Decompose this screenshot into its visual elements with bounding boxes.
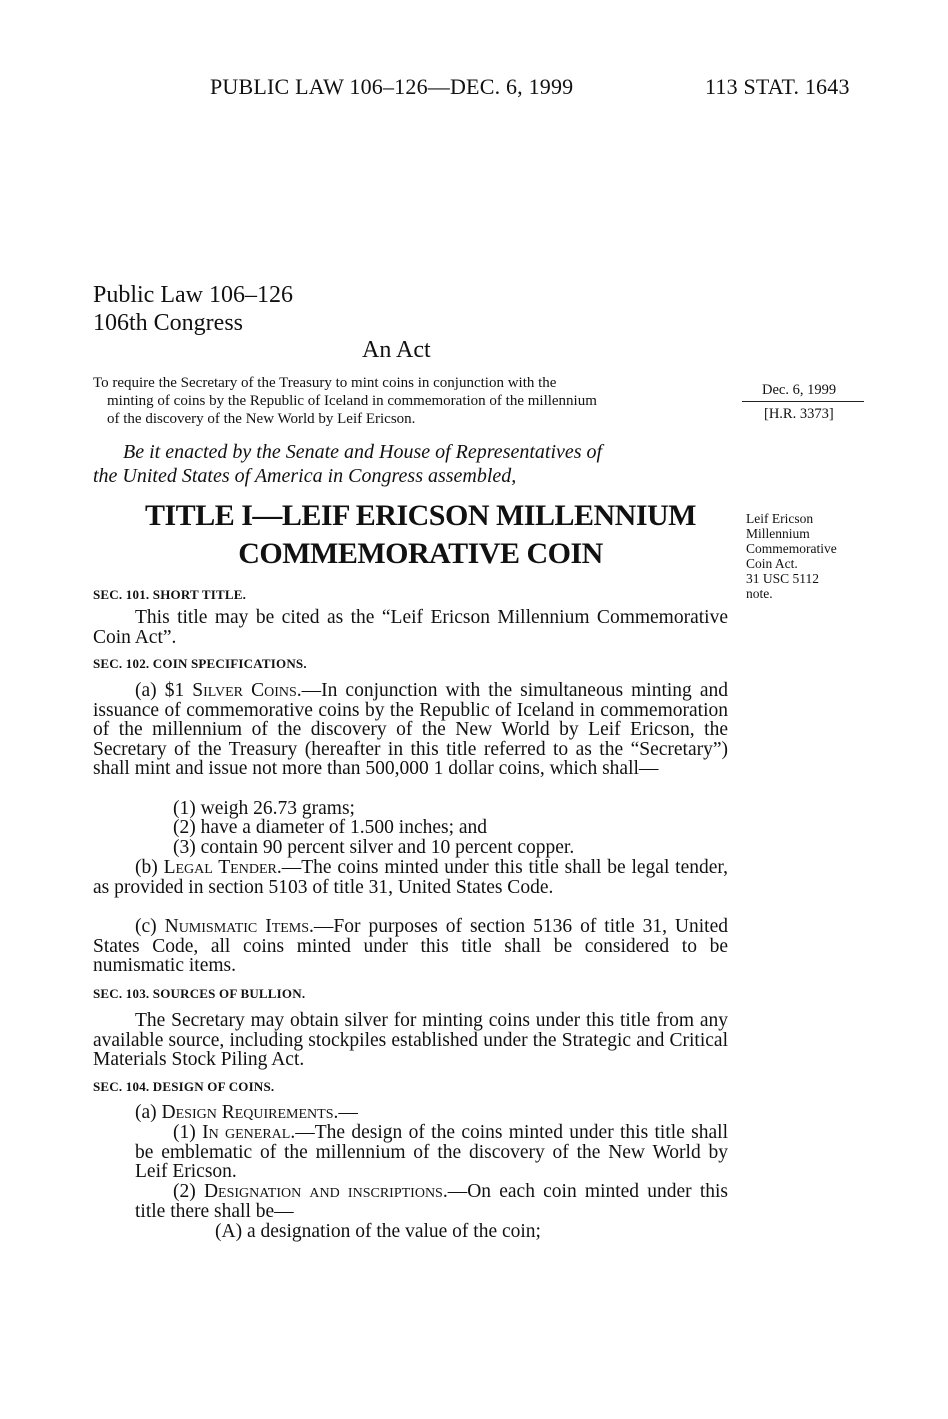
margin-note-line: Leif Ericson	[746, 511, 814, 526]
sec-102-a-2: (2) have a diameter of 1.500 inches; and	[173, 817, 488, 838]
margin-date: Dec. 6, 1999	[762, 382, 837, 398]
sec-104-a	[135, 1103, 358, 1123]
margin-note-line: Millennium	[746, 526, 810, 541]
title-line-1: TITLE I—LEIF ERICSON MILLENNIUM	[145, 499, 696, 532]
para-heading: Legal Tender	[163, 857, 277, 878]
sec-102-a-3: (3) contain 90 percent silver and 10 percent copper.	[173, 837, 575, 858]
sec-104-heading: SEC. 104. DESIGN OF COINS.	[93, 1079, 275, 1094]
enacting-clause	[93, 440, 728, 488]
para-heading: In general	[202, 1122, 291, 1143]
para-prefix: (2)	[173, 1181, 204, 1202]
para-text: .—In conjunction with the simultaneous minting and issuance of commemorative coins by the Republic of Iceland in commemoration of the millennium of the discovery of the New World by Leif Ericson, the Secretary of the Treasury (hereafter in this title referred to as the “Secretary”) shall mint and issue not more than 500,000 1 dollar coins, which shall—	[93, 680, 728, 780]
para-heading: Numismatic Items	[164, 916, 310, 937]
para-prefix: (c)	[135, 916, 165, 937]
sec-102-c	[93, 917, 728, 976]
margin-note-line: Commemorative	[746, 541, 837, 556]
para-heading: Silver Coins	[192, 680, 297, 701]
para-text: .—	[333, 1102, 358, 1123]
sec-102-b	[93, 858, 728, 897]
margin-note-line: 31 USC 5112	[746, 571, 820, 586]
margin-rule	[742, 401, 864, 402]
congress-number: 106th Congress	[93, 310, 243, 336]
running-header-left: PUBLIC LAW 106–126—DEC. 6, 1999	[210, 74, 574, 99]
para-heading: Design Requirements	[161, 1102, 334, 1123]
para-text: .—The design of the coins minted under this title shall be emblematic of the millennium of the discovery of the New World by Leif Ericson.	[135, 1122, 729, 1183]
sec-103-heading: SEC. 103. SOURCES OF BULLION.	[93, 986, 306, 1001]
enacting-line-2: the United States of America in Congress assembled,	[93, 465, 517, 487]
para-prefix: (b)	[135, 857, 164, 878]
sec-104-a-1	[135, 1123, 728, 1182]
sec-102-a-1: (1) weigh 26.73 grams;	[173, 798, 355, 819]
margin-bill-number: [H.R. 3373]	[764, 406, 834, 422]
purpose-line-3: of the discovery of the New World by Leif Ericson.	[107, 411, 416, 427]
sec-102-a	[93, 681, 728, 779]
para-prefix: (1)	[173, 1122, 203, 1143]
margin-act-note	[746, 511, 837, 601]
para-prefix: (a)	[135, 1102, 162, 1123]
title-line-2: COMMEMORATIVE COIN	[238, 537, 603, 570]
margin-note-line: note.	[746, 586, 773, 601]
sec-101-heading: SEC. 101. SHORT TITLE.	[93, 587, 247, 602]
enacting-line-1: Be it enacted by the Senate and House of Representatives of	[123, 441, 603, 463]
running-header-right: 113 STAT. 1643	[705, 74, 850, 99]
public-law-number: Public Law 106–126	[93, 282, 293, 308]
margin-note-line: Coin Act.	[746, 556, 798, 571]
an-act-label: An Act	[362, 337, 431, 363]
sec-104-a-2	[135, 1182, 728, 1221]
act-purpose	[93, 374, 728, 428]
title-heading	[93, 497, 748, 573]
para-text: .—For purposes of section 5136 of title 31, United States Code, all coins minted under this title shall be considered to be numismatic items.	[93, 916, 728, 977]
para-prefix: (a) $1	[135, 680, 193, 701]
sec-103-text: The Secretary may obtain silver for minting coins under this title from any available source, including stockpiles established under the Strategic and Critical Materials Stock Piling Act.	[93, 1010, 728, 1071]
para-heading: Designation and inscriptions	[203, 1181, 443, 1202]
purpose-line-2: minting of coins by the Republic of Iceland in commemoration of the millennium	[107, 393, 597, 409]
sec-101-text: This title may be cited as the “Leif Ericson Millennium Commemorative Coin Act”.	[93, 607, 728, 648]
para-text: .—The coins minted under this title shall be legal tender, as provided in section 5103 of title 31, United States Code.	[93, 857, 728, 898]
sec-102-heading: SEC. 102. COIN SPECIFICATIONS.	[93, 656, 307, 671]
sec-104-a-2-A: (A) a designation of the value of the coin;	[215, 1221, 541, 1242]
para-text: .—On each coin minted under this title there shall be—	[135, 1181, 728, 1222]
purpose-line-1: To require the Secretary of the Treasury to mint coins in conjunction with the	[93, 375, 557, 391]
